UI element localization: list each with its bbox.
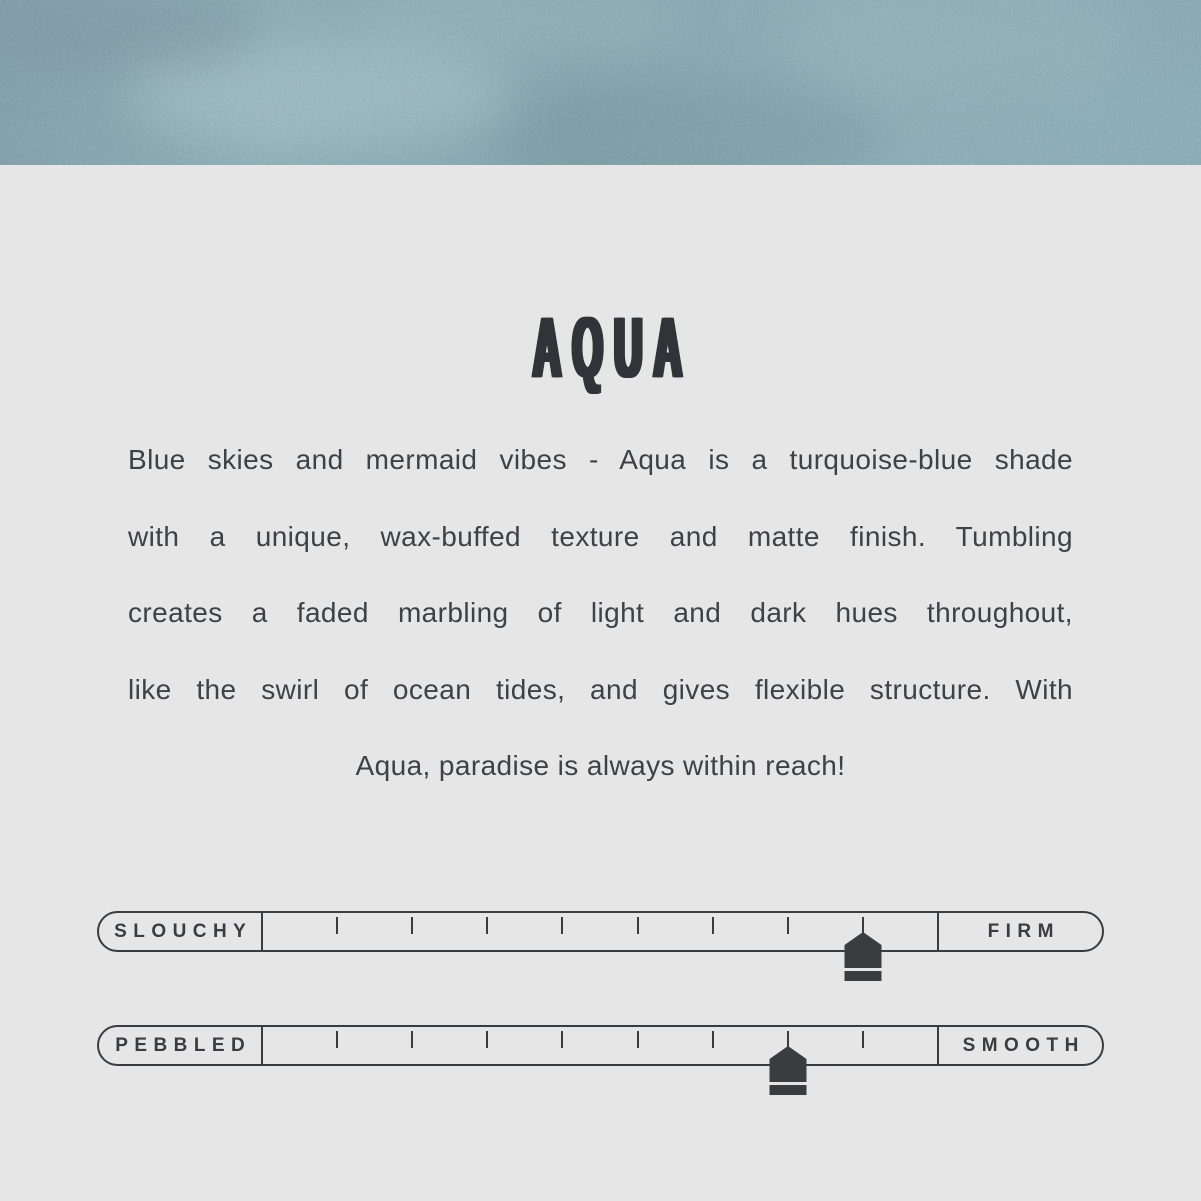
scale-left-label: PEBBLED xyxy=(115,1034,252,1056)
scale-left-label: SLOUCHY xyxy=(114,920,253,942)
scale-right-cap xyxy=(937,913,1102,950)
scale-left-cap xyxy=(99,1027,263,1064)
texture-tick-track xyxy=(263,1027,937,1064)
scale-left-cap xyxy=(99,913,263,950)
tick-mark xyxy=(561,917,563,934)
description-line: creates a faded marbling of light and dark hues throughout, xyxy=(128,597,1073,628)
tick-mark xyxy=(411,1031,413,1048)
marker-base-bar xyxy=(845,971,882,981)
tick-mark xyxy=(486,917,488,934)
tick-mark xyxy=(712,917,714,934)
tick-mark xyxy=(411,917,413,934)
tick-mark xyxy=(336,917,338,934)
tick-mark xyxy=(637,1031,639,1048)
tick-mark xyxy=(637,917,639,934)
texture-marker xyxy=(770,1046,807,1095)
tick-mark xyxy=(486,1031,488,1048)
firmness-tick-track xyxy=(263,913,937,950)
tick-mark xyxy=(712,1031,714,1048)
description-line: like the swirl of ocean tides, and gives flexible structure. With xyxy=(128,673,1073,705)
tick-mark xyxy=(787,917,789,934)
scale-right-cap xyxy=(937,1027,1102,1064)
tick-mark xyxy=(862,1031,864,1048)
tick-mark xyxy=(336,1031,338,1048)
texture-scale xyxy=(97,1025,1104,1066)
firmness-scale xyxy=(97,911,1104,952)
scale-right-label: SMOOTH xyxy=(962,1034,1085,1056)
color-name-text: AQUA xyxy=(533,300,694,397)
color-description xyxy=(128,422,1073,805)
tick-mark xyxy=(561,1031,563,1048)
marker-arrow-icon xyxy=(845,932,882,968)
scale-right-label: FIRM xyxy=(987,920,1060,942)
firmness-marker xyxy=(845,932,882,981)
page-title xyxy=(0,300,1201,409)
description-line: Aqua, paradise is always within reach! xyxy=(355,750,846,781)
leather-swatch-image xyxy=(0,0,1201,165)
marker-base-bar xyxy=(770,1085,807,1095)
description-line: Blue skies and mermaid vibes - Aqua is a turquoise-blue shade xyxy=(128,444,1073,475)
description-line: with a unique, wax-buffed texture and matte finish. Tumbling xyxy=(128,520,1073,552)
marker-arrow-icon xyxy=(770,1046,807,1082)
